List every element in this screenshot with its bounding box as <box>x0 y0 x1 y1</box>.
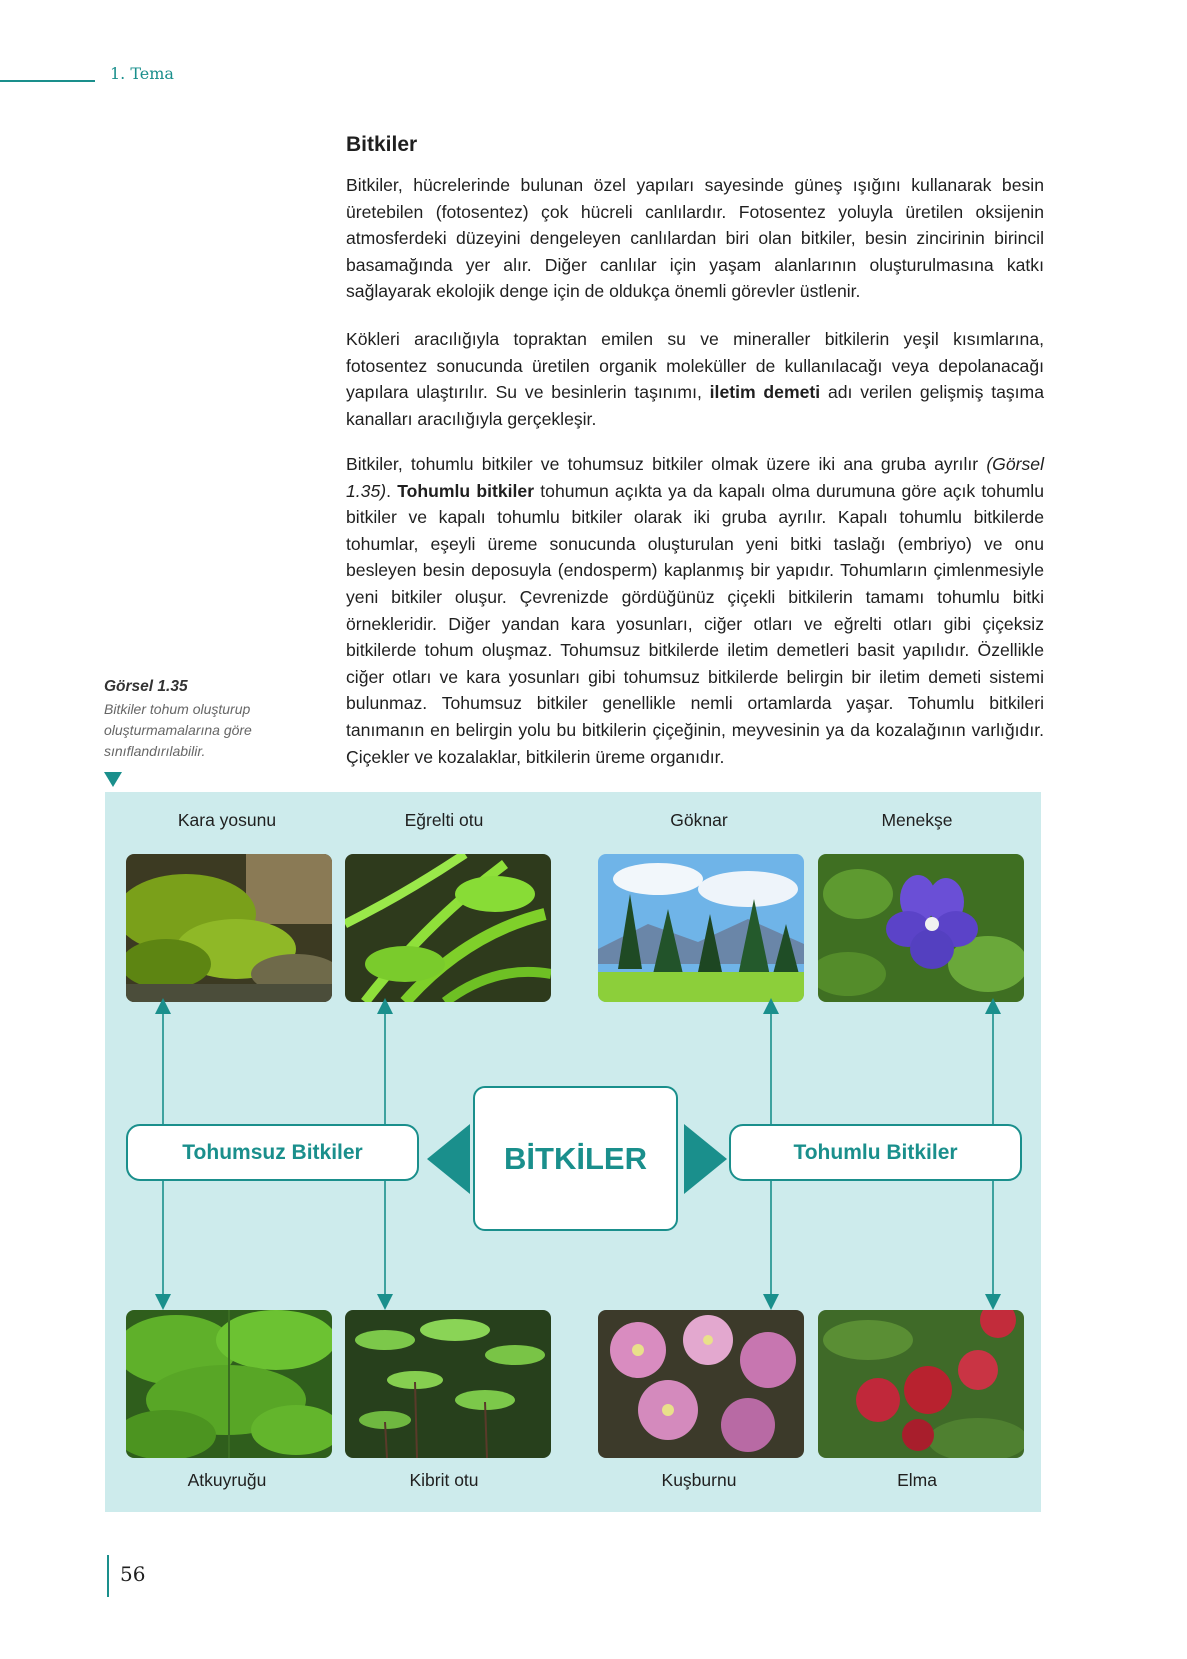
left-triangle-arrow-icon <box>427 1124 470 1194</box>
page-number-rule <box>107 1555 109 1597</box>
header-section: 1. Tema <box>110 64 174 83</box>
paragraph-3: Bitkiler, tohumlu bitkiler ve tohumsuz bitkiler olmak üzere iki ana gruba ayrılır (Görsel 1.35). Tohumlu bitkiler tohumun açıkta ya da kapalı olma durumuna göre açık tohumlu bitkiler ve kapalı tohumlu bitkiler olarak iki gruba ayrılır. Kapalı tohumlu bitkilerde tohumlar, eşeyli üreme sonucunda oluşturulan yeni bitki taslağı (embriyo) ve onu besleyen besin deposuyla (endosperm) kaplanmış bir yapıdır. Tohumların çimlenmesiyle yeni bitkiler oluşur. Çevrenizde gördüğünüz çiçekli bitkilerin tamamı tohumlu bitki örnekleridir. Diğer yandan kara yosunları, ciğer otları ve eğrelti otları gibi çiçeksiz bitkilerde tohum oluşmaz. Tohumsuz bitkilerde iletim demetleri basit yapılıdır. Özellikle ciğer otları ve kara yosunları gibi tohumsuz bitkilerde belirgin bir iletim demeti sistemi bulunmaz. Tohumsuz bitkiler genellikle nemli ortamlarda yaşar. Tohumlu bitkileri tanımanın en belirgin yolu bu bitkilerin çiçeğinin, meyvesinin ya da kozalağının varlığıdır. Çiçekler ve kozalaklar, bitkilerin üreme organıdır. <box>346 454 1044 767</box>
photo-elma <box>818 1310 1024 1458</box>
page-number: 56 <box>120 1562 146 1586</box>
caption-text: Bitkiler tohum oluşturup oluşturmamalarına göre sınıflandırılabilir. <box>104 701 252 759</box>
paragraph-1: Bitkiler, hücrelerinde bulunan özel yapıları sayesinde güneş ışığını kullanarak besin üretebilen (fotosentez) çok hücreli canlılardır. Fotosentez yoluyla üretilen oksijenin atmosferdeki düzeyini dengeleyen canlılardan biri olan bitkiler, besin zincirinin birincil basamağında yer alır. Diğer canlılar için yaşam alanlarının oluşturulmasına katkı sağlayarak ekolojik denge için de oldukça önemli görevler üstlenir. <box>346 175 1044 302</box>
label-kibrit-otu: Kibrit otu <box>409 1470 479 1490</box>
group-tohumsuz-bitkiler: Tohumsuz Bitkiler <box>126 1124 419 1181</box>
section-title: Bitkiler <box>346 133 418 156</box>
photo-atkuyrugu <box>126 1310 332 1458</box>
paragraph-2: Kökleri aracılığıyla topraktan emilen su ve mineraller bitkilerin yeşil kısımlarına, fotosentez sonucunda üretilen organik moleküller de kullanılacağı veya depolanacağı yapılara ulaştırılır. Su ve besinlerin taşınımı, iletim demeti adı verilen gelişmiş taşıma kanalları aracılığıyla gerçekleşir. <box>346 329 1044 429</box>
label-egrelti-otu: Eğrelti otu <box>404 810 484 830</box>
photo-kibrit-otu <box>345 1310 551 1458</box>
group-tohumlu-bitkiler: Tohumlu Bitkiler <box>729 1124 1022 1181</box>
center-bitkiler: BİTKİLER <box>473 1086 678 1231</box>
right-triangle-arrow-icon <box>684 1124 727 1194</box>
photo-kusburnu <box>598 1310 804 1458</box>
term-tohumlu-bitkiler: Tohumlu bitkiler <box>397 480 535 501</box>
label-kusburnu: Kuşburnu <box>661 1470 737 1490</box>
caption-title: Görsel 1.35 <box>104 678 188 695</box>
label-menekse: Menekşe <box>881 810 953 830</box>
term-iletim-demeti: iletim demeti <box>709 382 821 403</box>
label-goknar: Göknar <box>670 810 728 830</box>
label-elma: Elma <box>897 1470 937 1490</box>
label-kara-yosunu: Kara yosunu <box>177 810 277 830</box>
label-atkuyrugu: Atkuyruğu <box>187 1470 267 1490</box>
figure-reference: (Görsel 1.35) <box>346 454 1044 501</box>
